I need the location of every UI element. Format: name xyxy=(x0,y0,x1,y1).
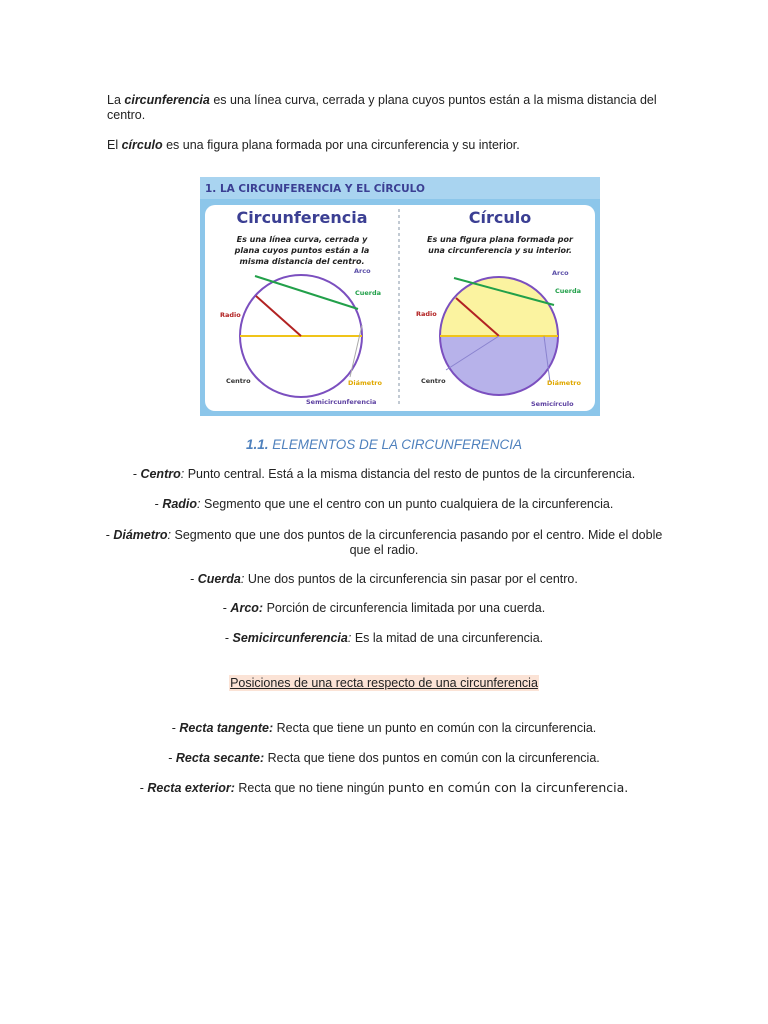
left-label-diametro: Diámetro xyxy=(348,379,382,387)
element-diametro: - Diámetro: Segmento que une dos puntos de la circunferencia pasando por el centro. Mide el doble que el radio. xyxy=(105,528,663,557)
right-title: Círculo xyxy=(468,208,532,227)
element-radio: - Radio: Segmento que une el centro con un punto cualquiera de la circunferencia. xyxy=(154,497,614,511)
intro-paragraph-circulo: El círculo es una figura plana formada por una circunferencia y su interior. xyxy=(107,138,520,152)
right-desc-line2: una circunferencia y su interior. xyxy=(428,246,572,255)
position-tangente: - Recta tangente: Recta que tiene un punto en común con la circunferencia. xyxy=(171,721,597,735)
element-semicircunferencia: - Semicircunferencia: Es la mitad de una circunferencia. xyxy=(224,631,544,645)
position-secante: - Recta secante: Recta que tiene dos puntos en común con la circunferencia. xyxy=(168,751,600,765)
left-label-arco: Arco xyxy=(354,267,371,275)
figure-banner: 1. LA CIRCUNFERENCIA Y EL CÍRCULO xyxy=(205,183,425,195)
element-centro: - Centro: Punto central. Está a la misma distancia del resto de puntos de la circunferencia. xyxy=(132,467,636,481)
section-title: ELEMENTOS DE LA CIRCUNFERENCIA xyxy=(272,437,523,452)
right-desc-line1: Es una figura plana formada por xyxy=(427,235,573,244)
term-circunferencia: circunferencia xyxy=(124,93,210,107)
left-label-semi: Semicircunferencia xyxy=(306,398,377,406)
element-arco: - Arco: Porción de circunferencia limitada por una cuerda. xyxy=(222,601,546,615)
element-cuerda: - Cuerda: Une dos puntos de la circunferencia sin pasar por el centro. xyxy=(190,572,578,586)
circle-illustration xyxy=(200,177,600,416)
right-label-cuerda: Cuerda xyxy=(555,287,582,295)
left-label-radio: Radio xyxy=(220,311,241,319)
right-label-diametro: Diámetro xyxy=(547,379,581,387)
left-desc-line3: misma distancia del centro. xyxy=(239,257,365,266)
right-label-semi: Semicírculo xyxy=(531,400,574,408)
left-desc-line2: plana cuyos puntos están a la xyxy=(234,246,370,255)
positions-heading: Posiciones de una recta respecto de una circunferencia xyxy=(230,676,538,690)
left-label-cuerda: Cuerda xyxy=(355,289,382,297)
left-label-centro: Centro xyxy=(226,377,251,385)
position-exterior: - Recta exterior: Recta que no tiene ningún punto en común con la circunferencia. xyxy=(139,780,629,795)
left-title: Circunferencia xyxy=(236,208,368,227)
section-heading xyxy=(0,437,768,452)
right-label-arco: Arco xyxy=(552,269,569,277)
right-label-radio: Radio xyxy=(416,310,437,318)
left-desc-line1: Es una línea curva, cerrada y xyxy=(236,235,368,244)
right-label-centro: Centro xyxy=(421,377,446,385)
section-number: 1.1. xyxy=(245,437,269,452)
intro-paragraph-circunferencia: La circunferencia es una línea curva, cerrada y plana cuyos puntos están a la misma distancia del centro. xyxy=(107,93,657,122)
term-circulo: círculo xyxy=(121,138,163,152)
